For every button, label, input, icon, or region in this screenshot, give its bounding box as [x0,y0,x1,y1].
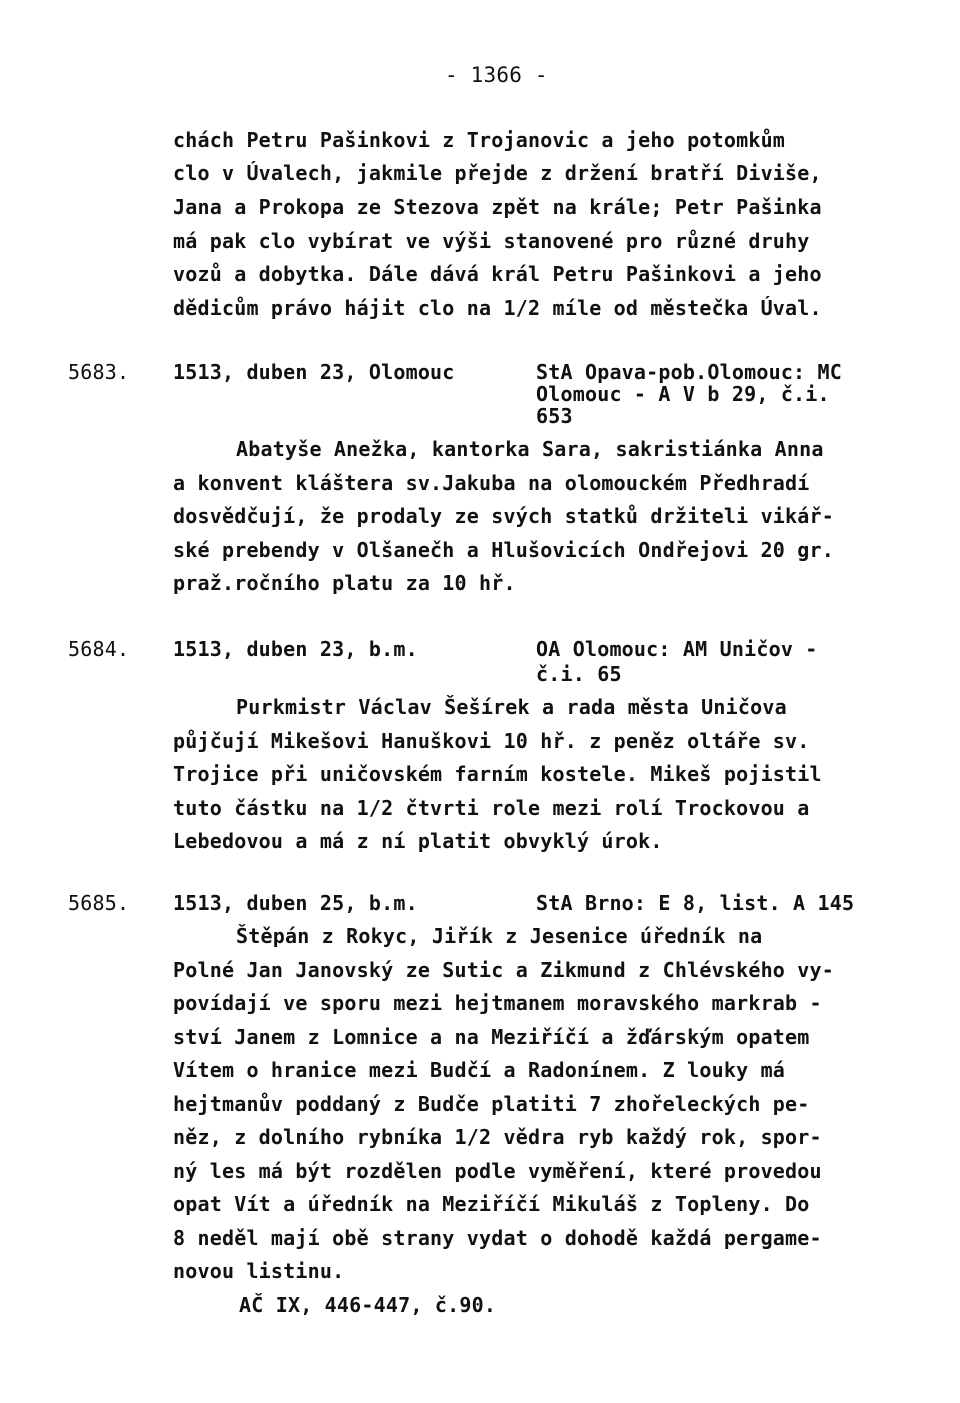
page-number: - 1366 - [445,63,548,87]
entry-body-line: Trojice při uničovském farním kostele. Mikeš pojistil [173,762,822,786]
entry-body-line: 8 neděl mají obě strany vydat o dohodě každá pergame- [173,1226,822,1250]
intro-line: má pak clo vybírat ve výši stanovené pro různé druhy [173,229,810,253]
entry-body-line: Štěpán z Rokyc, Jiřík z Jesenice úředník na [236,924,763,948]
entry-source: StA Brno: E 8, list. A 145 [536,891,855,915]
entry-body-line: ské prebendy v Olšanečh a Hlušovicích Ondřejovi 20 gr. [173,538,835,562]
entry-body-line: Polné Jan Janovský ze Sutic a Zikmund z Chlévského vy- [173,958,835,982]
intro-line: dědicům právo hájit clo na 1/2 míle od městečka Úval. [173,296,822,320]
entry-number: 5684. [68,637,130,661]
entry-body-line: Lebedovou a má z ní platit obvyklý úrok. [173,829,663,853]
entry-body-line: dosvědčují, že prodaly ze svých statků držiteli vikář- [173,504,835,528]
entry-body-line: hejtmanův poddaný z Budče platiti 7 zhořeleckých pe- [173,1092,810,1116]
entry-date: 1513, duben 25, b.m. [173,891,418,915]
intro-line: chách Petru Pašinkovi z Trojanovic a jeho potomkům [173,128,786,152]
entry-source: č.i. 65 [536,662,622,686]
entry-citation: AČ IX, 446-447, č.90. [239,1293,497,1317]
entry-body-line: ství Janem z Lomnice a na Meziříčí a žďárským opatem [173,1025,810,1049]
entry-body-line: novou listinu. [173,1259,345,1283]
entry-body-line: něz, z dolního rybníka 1/2 vědra ryb každý rok, spor- [173,1125,822,1149]
entry-body-line: opat Vít a úředník na Meziříčí Mikuláš z Topleny. Do [173,1192,810,1216]
entry-number: 5685. [68,891,130,915]
entry-body-line: ný les má být rozdělen podle vyměření, které provedou [173,1159,822,1183]
entry-date: 1513, duben 23, Olomouc [173,360,455,384]
entry-body-line: Vítem o hranice mezi Budčí a Radonínem. Z louky má [173,1058,786,1082]
entry-source: Olomouc - A V b 29, č.i. [536,382,830,406]
entry-source: StA Opava-pob.Olomouc: MC [536,360,843,384]
entry-source: 653 [536,404,573,428]
entry-body-line: Purkmistr Václav Šešírek a rada města Uničova [236,695,787,719]
entry-body-line: tuto částku na 1/2 čtvrti role mezi rolí Trockovou a [173,796,810,820]
entry-body-line: povídají ve sporu mezi hejtmanem moravského markrab - [173,991,822,1015]
entry-body-line: praž.ročního platu za 10 hř. [173,571,516,595]
entry-body-line: půjčují Mikešovi Hanuškovi 10 hř. z peněz oltáře sv. [173,729,810,753]
intro-line: clo v Úvalech, jakmile přejde z držení bratří Diviše, [173,161,822,185]
entry-body-line: Abatyše Anežka, kantorka Sara, sakristiánka Anna [236,437,824,461]
entry-body-line: a konvent kláštera sv.Jakuba na olomouckém Předhradí [173,471,810,495]
intro-line: vozů a dobytka. Dále dává král Petru Pašinkovi a jeho [173,262,822,286]
entry-date: 1513, duben 23, b.m. [173,637,418,661]
intro-line: Jana a Prokopa ze Stezova zpět na krále; Petr Pašinka [173,195,822,219]
entry-source: OA Olomouc: AM Uničov - [536,637,818,661]
entry-number: 5683. [68,360,130,384]
